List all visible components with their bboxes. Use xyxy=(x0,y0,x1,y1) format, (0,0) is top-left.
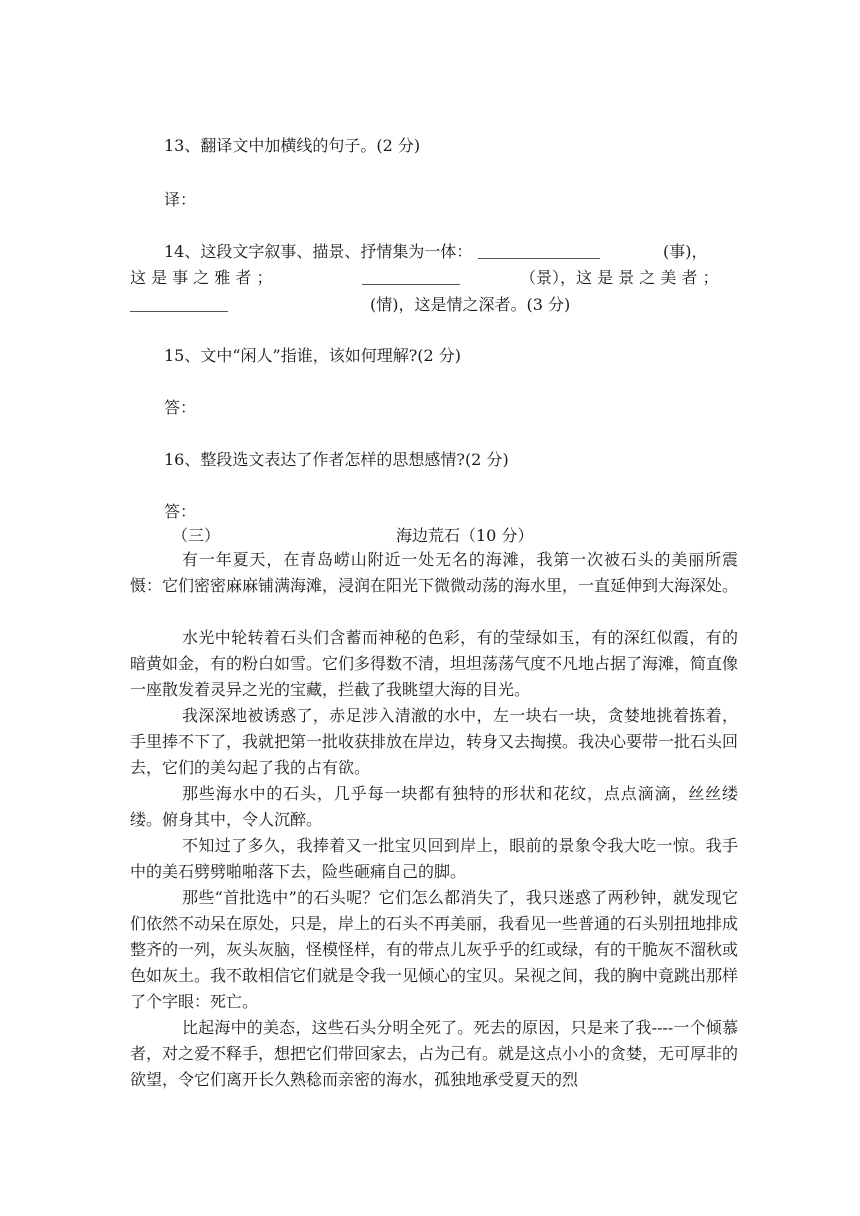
question-13: 13、翻译文中加横线的句子。(2 分) xyxy=(164,136,421,155)
passage-paragraph-3: 我深深地被诱惑了，赤足涉入清澈的水中，左一块右一块，贪婪地挑着拣着，手里捧不下了，我就把第一批收获排放在岸边，转身又去掏摸。我决心要带一批石头回去，它们的美勾起了我的占有欲。 xyxy=(130,706,739,777)
answer-label-13: 译： xyxy=(164,190,197,209)
question-14-suffix-1: (事)， xyxy=(663,242,708,261)
question-14-prefix: 14、这段文字叙事、描景、抒情集为一体： xyxy=(164,242,473,261)
answer-blank-1[interactable] xyxy=(478,244,600,259)
question-14-line2-a: 这 是 事 之 雅 者 ； xyxy=(130,268,273,287)
answer-label-16: 答： xyxy=(164,502,197,521)
answer-blank-3[interactable] xyxy=(130,297,228,312)
question-16: 16、整段选文表达了作者怎样的思想感情?(2 分) xyxy=(164,450,509,469)
question-14-line3: (情)，这是情之深者。(3 分) xyxy=(370,295,571,314)
passage-paragraph-6: 那些“首批选中”的石头呢？它们怎么都消失了，我只迷惑了两秒钟，就发现它们依然不动呆在原处，只是，岸上的石头不再美丽，我看见一些普通的石头别扭地排成整齐的一列，灰头灰脑，怪模怪样，有的带点儿灰乎乎的红或绿，有的干脆灰不溜秋或色如灰土。我不敢相信它们就是令我一见倾心的宝贝。呆视之间，我的胸中竟跳出那样了个字眼：死亡。 xyxy=(130,888,739,1011)
passage-paragraph-5: 不知过了多久，我捧着又一批宝贝回到岸上，眼前的景象令我大吃一惊。我手中的美石劈劈啪啪落下去，险些砸痛自己的脚。 xyxy=(130,836,738,881)
section-title: 海边荒石（10 分） xyxy=(396,526,534,545)
answer-label-15: 答： xyxy=(164,398,197,417)
question-14-line1 xyxy=(164,242,472,262)
question-15: 15、文中“闲人”指谁，该如何理解?(2 分) xyxy=(164,346,462,365)
passage-paragraph-7: 比起海中的美态，这些石头分明全死了。死去的原因，只是来了我----一个倾慕者，对之爱不释手，想把它们带回家去，占为己有。就是这点小小的贪婪，无可厚非的欲望，令它们离开长久熟稔而亲密的海水，孤独地承受夏天的烈 xyxy=(130,1018,739,1089)
passage-paragraph-4: 那些海水中的石头，几乎每一块都有独特的形状和花纹，点点滴滴，丝丝缕缕。俯身其中，令人沉醉。 xyxy=(130,784,738,829)
passage-paragraph-2: 水光中轮转着石头们含蓄而神秘的色彩，有的莹绿如玉，有的深红似霞，有的暗黄如金，有的粉白如雪。它们多得数不清，坦坦荡荡气度不凡地占据了海滩，简直像一座散发着灵异之光的宝藏，拦截了我眺望大海的目光。 xyxy=(130,628,739,699)
passage-paragraph-1: 有一年夏天，在青岛崂山附近一处无名的海滩，我第一次被石头的美丽所震慑：它们密密麻麻铺满海滩，浸润在阳光下微微动荡的海水里，一直延伸到大海深处。 xyxy=(130,550,739,595)
answer-blank-2[interactable] xyxy=(362,270,460,285)
section-label: （三） xyxy=(172,526,221,545)
question-14-line2-b: （景），这 是 景 之 美 者 ； xyxy=(520,268,719,287)
